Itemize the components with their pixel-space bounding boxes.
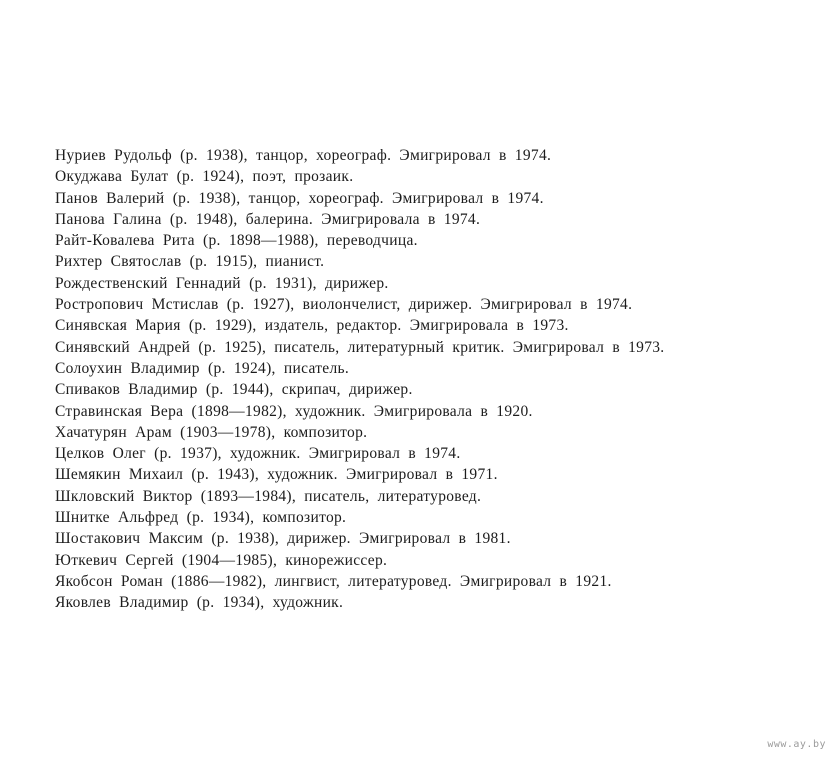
list-item: Юткевич Сергей (1904—1985), кинорежиссер. xyxy=(55,551,388,569)
list-item: Рихтер Святослав (р. 1915), пианист. xyxy=(55,253,325,271)
list-item: Панова Галина (р. 1948), балерина. Эмигрировала в 1974. xyxy=(55,210,481,228)
list-item: Панов Валерий (р. 1938), танцор, хореограф. Эмигрировал в 1974. xyxy=(55,189,544,207)
list-item: Ростропович Мстислав (р. 1927), виолончелист, дирижер. Эмигрировал в 1974. xyxy=(55,296,633,314)
list-item: Нуриев Рудольф (р. 1938), танцор, хореограф. Эмигрировал в 1974. xyxy=(55,147,552,164)
list-item: Спиваков Владимир (р. 1944), скрипач, дирижер. xyxy=(55,381,413,399)
list-item: Шостакович Максим (р. 1938), дирижер. Эмигрировал в 1981. xyxy=(55,530,511,548)
list-item: Солоухин Владимир (р. 1924), писатель. xyxy=(55,359,350,377)
list-item: Синявская Мария (р. 1929), издатель, редактор. Эмигрировала в 1973. xyxy=(55,317,569,335)
list-item: Рождественский Геннадий (р. 1931), дирижер. xyxy=(55,274,389,292)
list-item: Шемякин Михаил (р. 1943), художник. Эмигрировал в 1971. xyxy=(55,466,498,484)
biography-list xyxy=(55,145,792,614)
list-item: Яковлев Владимир (р. 1934), художник. xyxy=(55,594,344,612)
list-item: Синявский Андрей (р. 1925), писатель, литературный критик. Эмигрировал в 1973. xyxy=(55,338,665,356)
list-item: Райт-Ковалева Рита (р. 1898—1988), переводчица. xyxy=(55,232,418,250)
list-item: Якобсон Роман (1886—1982), лингвист, литературовед. Эмигрировал в 1921. xyxy=(55,572,612,590)
list-item: Окуджава Булат (р. 1924), поэт, прозаик. xyxy=(55,168,354,186)
watermark: www.ay.by xyxy=(767,739,826,750)
list-item: Целков Олег (р. 1937), художник. Эмигрировал в 1974. xyxy=(55,445,461,463)
list-item: Стравинская Вера (1898—1982), художник. Эмигрировала в 1920. xyxy=(55,402,533,420)
list-item: Шнитке Альфред (р. 1934), композитор. xyxy=(55,509,347,527)
list-item: Шкловский Виктор (1893—1984), писатель, литературовед. xyxy=(55,487,482,505)
list-item: Хачатурян Арам (1903—1978), композитор. xyxy=(55,423,368,441)
